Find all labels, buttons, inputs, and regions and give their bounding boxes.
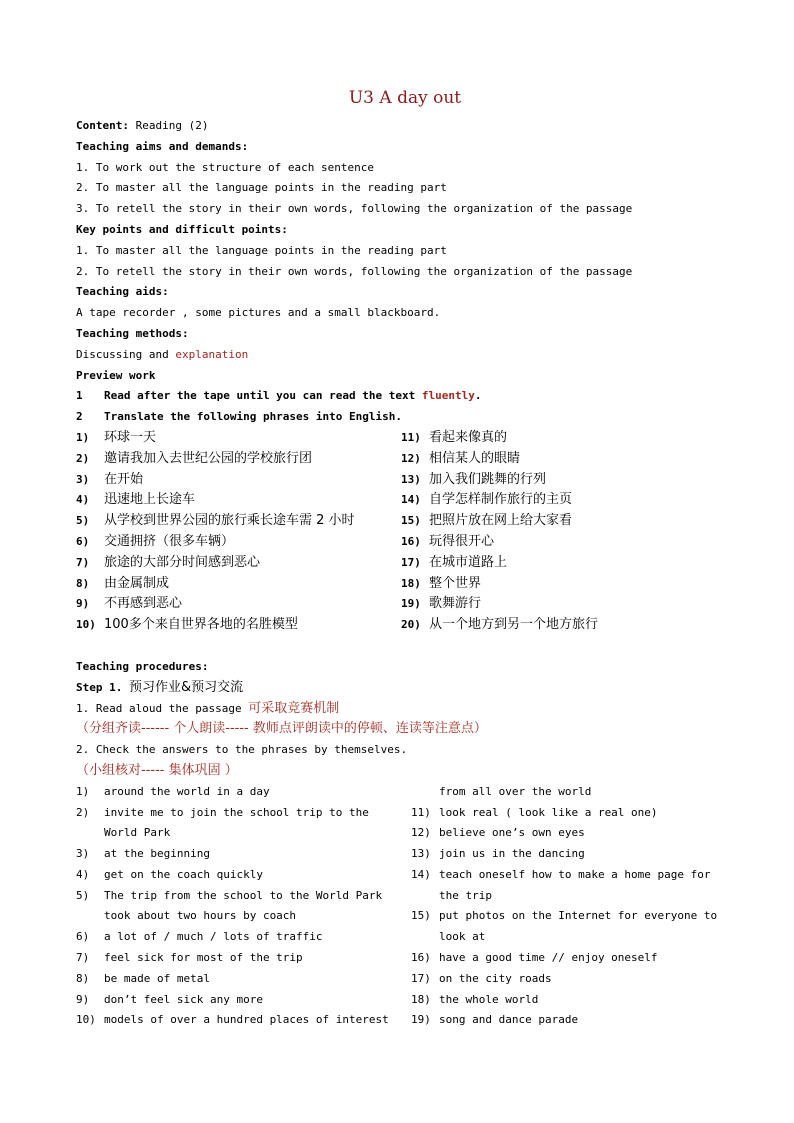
item-number: 4)	[76, 493, 90, 507]
item-text: a lot of / much / lots of traffic	[104, 930, 323, 944]
aims-heading: Teaching aims and demands:	[76, 139, 249, 153]
item-text: feel sick for most of the trip	[104, 951, 303, 965]
item-number: 11)	[411, 805, 431, 819]
item-text: invite me to join the school trip to the World Park	[104, 805, 369, 840]
answer-item	[76, 865, 411, 886]
answer-item	[411, 865, 726, 907]
item-number: 3)	[76, 847, 90, 861]
chinese-phrase	[401, 574, 726, 595]
chinese-phrase	[76, 470, 401, 491]
item-text: don’t feel sick any more	[104, 992, 263, 1006]
item-text: 看起来像真的	[429, 429, 508, 445]
methods-text-b: explanation	[175, 347, 249, 361]
answer-item	[76, 803, 411, 845]
chinese-phrase	[76, 490, 401, 511]
item-number: 12)	[411, 826, 431, 840]
content-line	[76, 116, 726, 137]
answer-text: from all over the world	[439, 784, 592, 798]
item-number: 5)	[76, 514, 90, 528]
item-number: 18)	[401, 576, 421, 590]
answers-left	[76, 782, 411, 1032]
chinese-phrase-list	[76, 428, 726, 636]
item-number: 19)	[411, 1013, 431, 1027]
item-text: get on the coach quickly	[104, 867, 263, 881]
item-number: 7)	[76, 555, 90, 569]
item-number: 3)	[76, 472, 90, 486]
item-number: 1)	[76, 430, 90, 444]
item-number: 17)	[401, 555, 421, 569]
answer-item	[76, 969, 411, 990]
procedure-item-1	[76, 699, 726, 720]
task-1-end: .	[474, 389, 482, 403]
preview-task-2	[76, 407, 726, 428]
preview-task-1	[76, 386, 726, 407]
item-text: 旅途的大部分时间感到恶心	[104, 554, 261, 570]
item-text: 自学怎样制作旅行的主页	[429, 492, 573, 508]
item-number: 9)	[76, 992, 90, 1006]
answer-item	[411, 948, 726, 969]
procedure-1-text: 1. Read aloud the passage	[76, 701, 249, 715]
answer-item	[76, 1010, 411, 1031]
chinese-phrase	[76, 615, 401, 636]
procedure-item-2: 2. Check the answers to the phrases by themselves.	[76, 743, 408, 757]
item-number: 13)	[401, 472, 421, 486]
item-text: at the beginning	[104, 847, 210, 861]
answer-continuation	[411, 782, 726, 803]
procedure-1-note: 可采取竞赛机制	[248, 700, 340, 716]
item-text: be made of metal	[104, 971, 210, 985]
methods-text-a: Discussing and	[76, 347, 176, 361]
answer-item	[76, 886, 411, 928]
key-point-item: 2. To retell the story in their own words, following the organization of the passage	[76, 264, 633, 278]
answer-item	[76, 948, 411, 969]
item-text: on the city roads	[439, 971, 552, 985]
item-text: 在开始	[104, 471, 144, 487]
task-number: 2	[76, 410, 83, 424]
chinese-phrase	[76, 428, 401, 449]
methods-text	[76, 345, 726, 366]
item-number: 15)	[411, 909, 431, 923]
item-text: 从一个地方到另一个地方旅行	[429, 617, 599, 633]
aids-heading: Teaching aids:	[76, 285, 169, 299]
item-text: 整个世界	[429, 575, 482, 591]
answer-list	[76, 782, 726, 1032]
task-number: 1	[76, 389, 83, 403]
chinese-phrase	[76, 511, 401, 532]
step-1-heading	[76, 678, 726, 699]
item-number: 2)	[76, 451, 90, 465]
item-text: 邀请我加入去世纪公园的学校旅行团	[104, 450, 313, 466]
item-text: 由金属制成	[104, 575, 170, 591]
preview-heading: Preview work	[76, 368, 156, 382]
item-number: 16)	[401, 534, 421, 548]
item-text: believe one’s own eyes	[439, 826, 585, 840]
item-number: 14)	[401, 493, 421, 507]
item-number: 10)	[76, 1013, 96, 1027]
item-text: 歌舞游行	[429, 596, 482, 612]
content-value: Reading (2)	[128, 119, 209, 132]
answer-item	[76, 844, 411, 865]
item-text: the whole world	[439, 992, 539, 1006]
item-number: 10)	[76, 618, 96, 632]
answer-item	[411, 844, 726, 865]
chinese-phrase	[401, 428, 726, 449]
chinese-phrase	[401, 470, 726, 491]
item-text: The trip from the school to the World Park took about two hours by coach	[104, 888, 383, 923]
chinese-phrase	[76, 449, 401, 470]
item-text: around the world in a day	[104, 784, 270, 798]
chinese-phrase	[401, 490, 726, 511]
chinese-phrase	[401, 449, 726, 470]
answer-item	[76, 782, 411, 803]
item-number: 19)	[401, 597, 421, 611]
aim-item: 1. To work out the structure of each sentence	[76, 160, 375, 174]
item-text: teach oneself how to make a home page for the trip	[439, 867, 711, 902]
item-number: 18)	[411, 992, 431, 1006]
answer-item	[76, 927, 411, 948]
chinese-phrases-left	[76, 428, 401, 636]
chinese-phrase	[76, 532, 401, 553]
procedures-heading: Teaching procedures:	[76, 659, 209, 673]
task-2-text: Translate the following phrases into English.	[104, 410, 403, 424]
step-1-label: Step 1.	[76, 680, 129, 694]
item-number: 6)	[76, 930, 90, 944]
answer-item	[411, 990, 726, 1011]
item-text: 迅速地上长途车	[104, 492, 196, 508]
item-text: 环球一天	[104, 429, 157, 445]
item-text: models of over a hundred places of interest	[104, 1013, 389, 1027]
aids-text: A tape recorder , some pictures and a small blackboard.	[76, 306, 441, 320]
item-number: 17)	[411, 971, 431, 985]
content-label: Content:	[76, 119, 129, 132]
item-number: 11)	[401, 430, 421, 444]
item-number: 16)	[411, 951, 431, 965]
task-1-highlight: fluently	[421, 389, 475, 403]
answer-item	[411, 969, 726, 990]
item-number: 5)	[76, 888, 90, 902]
answer-item	[411, 1010, 726, 1031]
item-number: 9)	[76, 597, 90, 611]
chinese-phrase	[76, 553, 401, 574]
chinese-phrase	[401, 553, 726, 574]
item-text: 不再感到恶心	[104, 596, 183, 612]
chinese-phrase	[76, 574, 401, 595]
methods-heading: Teaching methods:	[76, 326, 189, 340]
item-text: 相信某人的眼睛	[429, 450, 521, 466]
chinese-phrase	[76, 594, 401, 615]
item-text: join us in the dancing	[439, 847, 585, 861]
item-number: 1)	[76, 784, 90, 798]
item-number: 8)	[76, 971, 90, 985]
procedure-2-detail: （小组核对----- 集体巩固 ）	[76, 762, 238, 778]
chinese-phrase	[401, 615, 726, 636]
item-number: 6)	[76, 534, 90, 548]
task-1-text: Read after the tape until you can read the text	[104, 389, 422, 403]
aim-item: 3. To retell the story in their own words, following the organization of the passage	[76, 202, 633, 216]
step-1-title: 预习作业&预习交流	[128, 679, 244, 695]
answer-item	[411, 906, 726, 948]
item-text: 100多个来自世界各地的名胜模型	[104, 617, 298, 633]
item-text: 把照片放在网上给大家看	[429, 513, 573, 529]
item-text: put photos on the Internet for everyone to look at	[439, 909, 718, 944]
item-number: 4)	[76, 867, 90, 881]
chinese-phrases-right	[401, 428, 726, 636]
item-text: song and dance parade	[439, 1013, 579, 1027]
item-text: 加入我们跳舞的行列	[429, 471, 547, 487]
item-text: look real ( look like a real one)	[439, 805, 658, 819]
item-number: 20)	[401, 618, 421, 632]
item-text: have a good time // enjoy oneself	[439, 951, 658, 965]
item-number: 13)	[411, 847, 431, 861]
item-number: 12)	[401, 451, 421, 465]
answer-item	[411, 803, 726, 824]
page-title: U3 A day out	[348, 88, 462, 108]
chinese-phrase	[401, 511, 726, 532]
item-text: 玩得很开心	[429, 533, 495, 549]
key-points-heading: Key points and difficult points:	[76, 222, 288, 236]
answers-right	[411, 782, 726, 1032]
chinese-phrase	[401, 594, 726, 615]
item-text: 从学校到世界公园的旅行乘长途车需 2 小时	[104, 513, 355, 529]
answer-item	[411, 823, 726, 844]
item-number: 2)	[76, 805, 90, 819]
item-number: 15)	[401, 514, 421, 528]
answer-item	[76, 990, 411, 1011]
item-text: 在城市道路上	[429, 554, 508, 570]
item-number: 7)	[76, 951, 90, 965]
item-number: 14)	[411, 867, 431, 881]
aim-item: 2. To master all the language points in the reading part	[76, 181, 447, 195]
procedure-1-detail: （分组齐读------ 个人朗读----- 教师点评朗读中的停顿、连读等注意点）	[76, 721, 487, 737]
item-number: 8)	[76, 576, 90, 590]
document-page	[76, 86, 726, 1031]
item-text: 交通拥挤（很多车辆）	[104, 533, 235, 549]
chinese-phrase	[401, 532, 726, 553]
key-point-item: 1. To master all the language points in the reading part	[76, 243, 447, 257]
